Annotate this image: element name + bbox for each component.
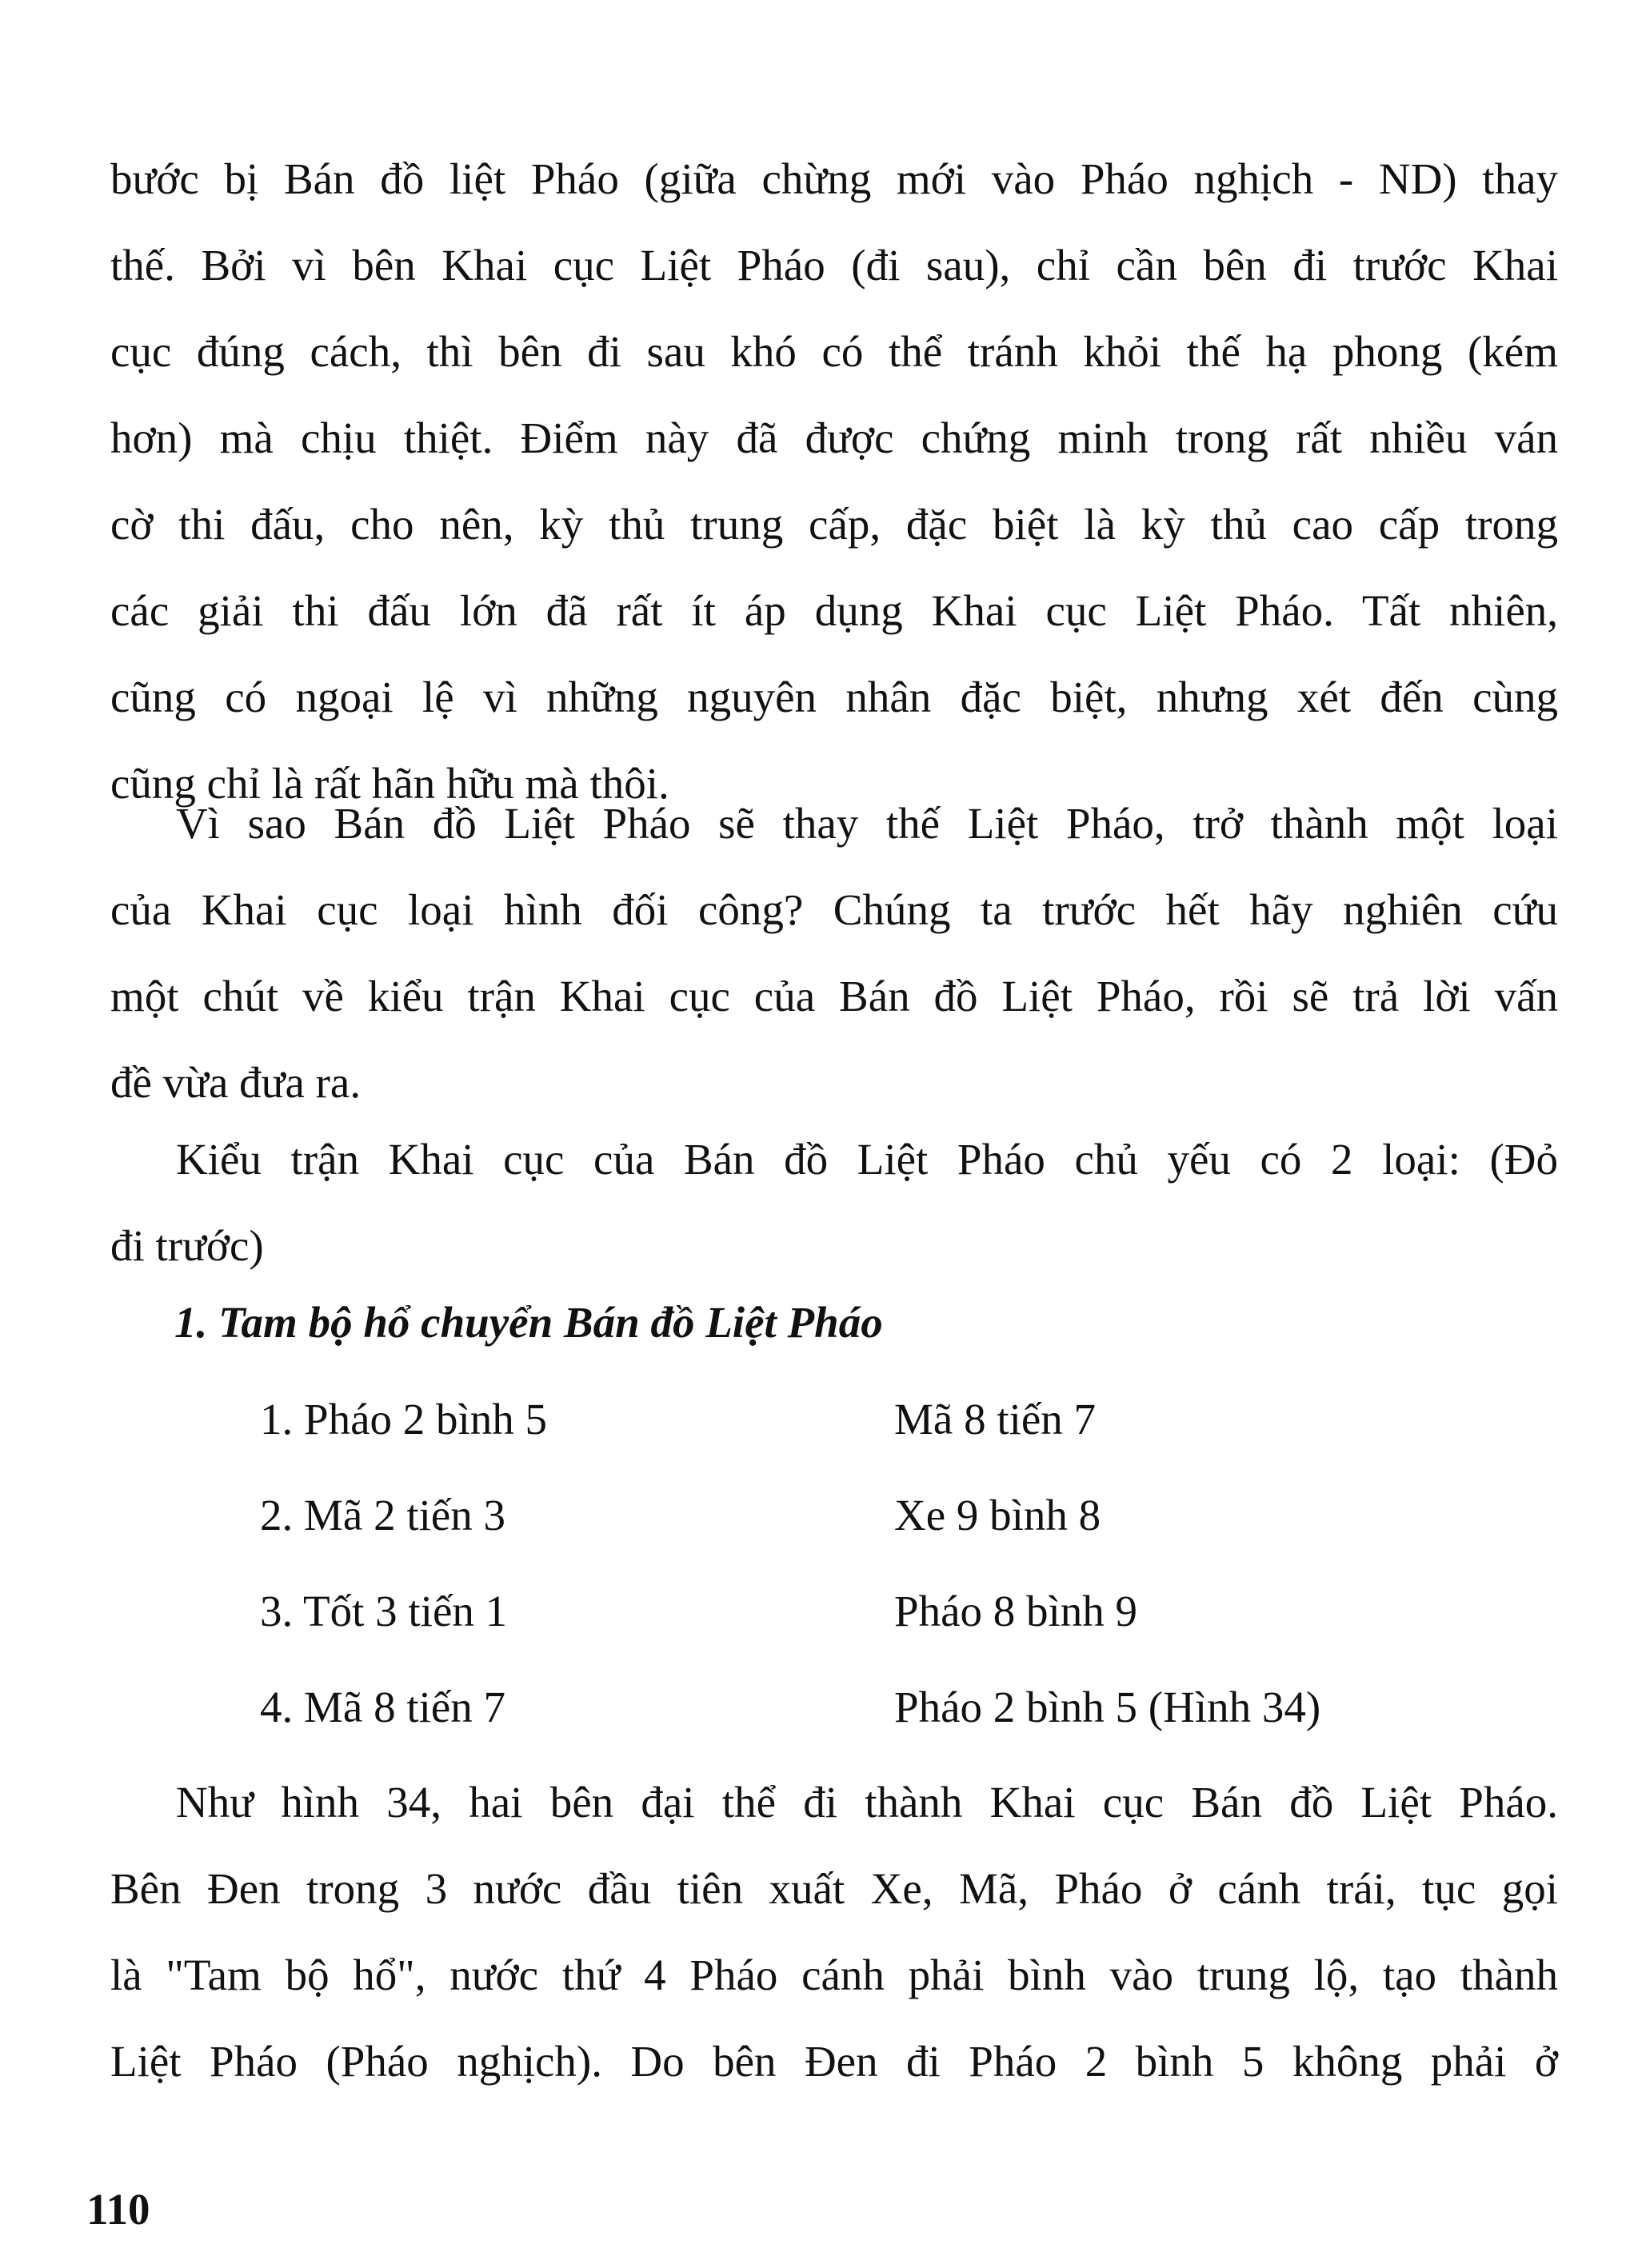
text-line: đề vừa đưa ra. — [110, 1058, 362, 1107]
section-heading: 1. Tam bộ hổ chuyển Bán đồ Liệt Pháo — [174, 1298, 883, 1347]
move-black: Xe 9 bình 8 — [894, 1491, 1101, 1539]
text-line: một chút về kiểu trận Khai cục của Bán đồ Liệt Pháo, rồi sẽ trả lời vấn — [110, 972, 1558, 1020]
move-black: Mã 8 tiến 7 — [894, 1395, 1097, 1443]
text-line: Liệt Pháo (Pháo nghịch). Do bên Đen đi Pháo 2 bình 5 không phải ở — [110, 2037, 1558, 2086]
paragraph-question — [110, 781, 1558, 1126]
text-line: Bên Đen trong 3 nước đầu tiên xuất Xe, Mã, Pháo ở cánh trái, tục gọi — [110, 1864, 1558, 1913]
text-line: là "Tam bộ hổ", nước thứ 4 Pháo cánh phải bình vào trung lộ, tạo thành — [110, 1951, 1558, 1999]
text-line: của Khai cục loại hình đối công? Chúng ta trước hết hãy nghiên cứu — [110, 885, 1558, 934]
text-line: Kiểu trận Khai cục của Bán đồ Liệt Pháo chủ yếu có 2 loại: (Đỏ — [176, 1135, 1558, 1184]
page-number: 110 — [86, 2185, 150, 2234]
text-line: Vì sao Bán đồ Liệt Pháo sẽ thay thế Liệt Pháo, trở thành một loại — [176, 799, 1558, 848]
text-line: thế. Bởi vì bên Khai cục Liệt Pháo (đi sau), chỉ cần bên đi trước Khai — [110, 241, 1558, 289]
paragraph-intro — [110, 136, 1558, 827]
text-line: các giải thi đấu lớn đã rất ít áp dụng Khai cục Liệt Pháo. Tất nhiên, — [110, 586, 1558, 635]
text-line: Như hình 34, hai bên đại thể đi thành Khai cục Bán đồ Liệt Pháo. — [176, 1778, 1558, 1827]
paragraph-types — [110, 1116, 1558, 1289]
move-black: Pháo 2 bình 5 (Hình 34) — [894, 1683, 1321, 1731]
text-line: bước bị Bán đồ liệt Pháo (giữa chừng mới vào Pháo nghịch - ND) thay — [110, 154, 1558, 203]
move-red: 1. Pháo 2 bình 5 — [260, 1395, 548, 1443]
text-line: cũng có ngoại lệ vì những nguyên nhân đặc biệt, nhưng xét đến cùng — [110, 673, 1558, 721]
text-line: đi trước) — [110, 1221, 264, 1270]
text-line: cũng chỉ là rất hãn hữu mà thôi. — [110, 759, 669, 808]
text-line: cờ thi đấu, cho nên, kỳ thủ trung cấp, đặc biệt là kỳ thủ cao cấp trong — [110, 500, 1558, 549]
move-black: Pháo 8 bình 9 — [894, 1587, 1138, 1635]
move-red: 4. Mã 8 tiến 7 — [260, 1683, 506, 1731]
text-line: hơn) mà chịu thiệt. Điểm này đã được chứng minh trong rất nhiều ván — [110, 413, 1558, 462]
move-red: 2. Mã 2 tiến 3 — [260, 1491, 506, 1539]
text-line: cục đúng cách, thì bên đi sau khó có thể tránh khỏi thế hạ phong (kém — [110, 327, 1558, 376]
move-red: 3. Tốt 3 tiến 1 — [260, 1587, 508, 1635]
paragraph-closing — [110, 1759, 1558, 2105]
